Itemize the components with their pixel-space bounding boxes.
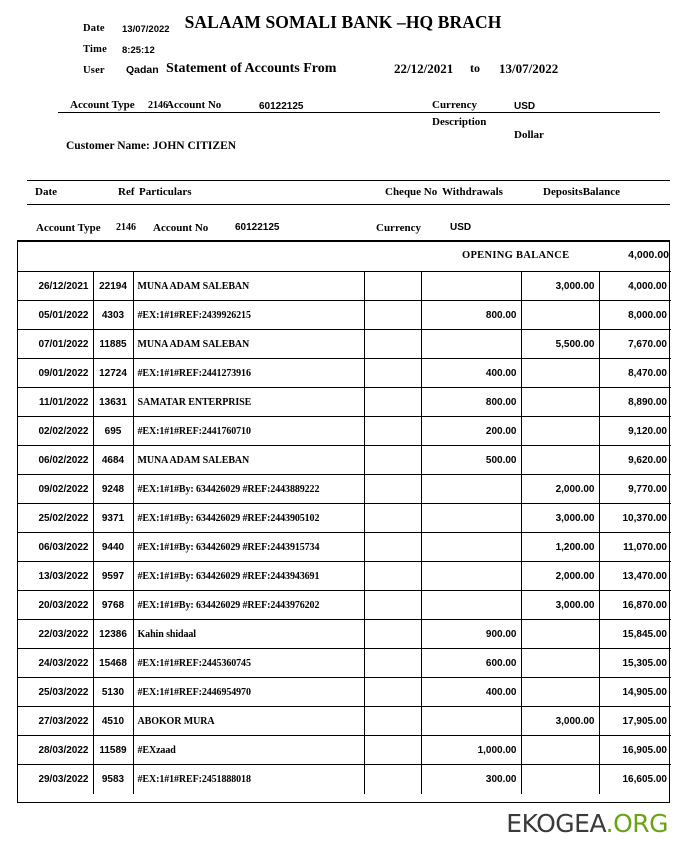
watermark-name: EKOGEA (506, 809, 606, 838)
txn-cell-balance: 8,000.00 (599, 301, 671, 330)
txn-cell-particulars: MUNA ADAM SALEBAN (133, 272, 364, 301)
txn-cell-withdrawals (421, 272, 521, 301)
account-no-label-repeat: Account No (153, 222, 209, 234)
header-user-value: Qadan (126, 64, 159, 76)
account-info-rule (58, 112, 660, 113)
txn-cell-balance: 16,605.00 (599, 765, 671, 794)
account-no-value-repeat: 60122125 (235, 222, 280, 233)
table-row (18, 475, 671, 504)
txn-cell-particulars: SAMATAR ENTERPRISE (133, 388, 364, 417)
txn-cell-ref: 4684 (93, 446, 133, 475)
txn-cell-cheque-no (364, 359, 421, 388)
txn-cell-cheque-no (364, 678, 421, 707)
txn-cell-balance: 8,890.00 (599, 388, 671, 417)
statement-from-date: 22/12/2021 (394, 61, 454, 76)
column-header-deposits-balance: DepositsBalance (543, 186, 620, 198)
transactions-table-body (18, 272, 671, 794)
table-row (18, 765, 671, 794)
txn-cell-balance: 9,620.00 (599, 446, 671, 475)
txn-cell-date: 11/01/2022 (18, 388, 93, 417)
txn-cell-balance: 16,870.00 (599, 591, 671, 620)
txn-cell-particulars: #EX:1#1#REF:2441760710 (133, 417, 364, 446)
transactions-table (18, 271, 671, 794)
txn-cell-deposits: 5,500.00 (521, 330, 599, 359)
txn-cell-particulars: #EX:1#1#REF:2446954970 (133, 678, 364, 707)
table-row (18, 504, 671, 533)
txn-cell-deposits (521, 678, 599, 707)
txn-cell-cheque-no (364, 417, 421, 446)
header-user-label: User (83, 65, 105, 76)
txn-cell-withdrawals (421, 591, 521, 620)
txn-cell-deposits (521, 446, 599, 475)
txn-cell-date: 25/02/2022 (18, 504, 93, 533)
txn-cell-cheque-no (364, 475, 421, 504)
table-row (18, 359, 671, 388)
txn-cell-deposits (521, 417, 599, 446)
txn-cell-withdrawals: 800.00 (421, 388, 521, 417)
opening-balance-amount: 4,000.00 (628, 249, 669, 261)
statement-title: Statement of Accounts From (166, 61, 337, 76)
txn-cell-particulars: #EXzaad (133, 736, 364, 765)
table-row (18, 533, 671, 562)
txn-cell-date: 26/12/2021 (18, 272, 93, 301)
txn-cell-deposits: 3,000.00 (521, 272, 599, 301)
txn-cell-particulars: MUNA ADAM SALEBAN (133, 330, 364, 359)
txn-cell-particulars: #EX:1#1#By: 634426029 #REF:2443905102 (133, 504, 364, 533)
txn-cell-deposits (521, 359, 599, 388)
txn-cell-deposits: 3,000.00 (521, 504, 599, 533)
txn-cell-withdrawals (421, 562, 521, 591)
table-row (18, 417, 671, 446)
table-row (18, 388, 671, 417)
txn-cell-cheque-no (364, 446, 421, 475)
txn-cell-balance: 11,070.00 (599, 533, 671, 562)
txn-cell-withdrawals: 1,000.00 (421, 736, 521, 765)
txn-cell-withdrawals: 300.00 (421, 765, 521, 794)
txn-cell-cheque-no (364, 562, 421, 591)
table-row (18, 736, 671, 765)
txn-cell-ref: 9440 (93, 533, 133, 562)
txn-cell-balance: 4,000.00 (599, 272, 671, 301)
txn-cell-particulars: #EX:1#1#By: 634426029 #REF:2443915734 (133, 533, 364, 562)
table-row (18, 649, 671, 678)
txn-cell-deposits (521, 649, 599, 678)
txn-cell-date: 22/03/2022 (18, 620, 93, 649)
txn-cell-date: 09/01/2022 (18, 359, 93, 388)
site-watermark (506, 809, 668, 838)
txn-cell-particulars: ABOKOR MURA (133, 707, 364, 736)
txn-cell-ref: 9248 (93, 475, 133, 504)
txn-cell-particulars: #EX:1#1#By: 634426029 #REF:2443889222 (133, 475, 364, 504)
txn-cell-date: 02/02/2022 (18, 417, 93, 446)
txn-cell-cheque-no (364, 736, 421, 765)
txn-cell-date: 25/03/2022 (18, 678, 93, 707)
txn-cell-particulars: #EX:1#1#REF:2451888018 (133, 765, 364, 794)
txn-cell-particulars: Kahin shidaal (133, 620, 364, 649)
txn-cell-withdrawals (421, 330, 521, 359)
txn-cell-date: 06/03/2022 (18, 533, 93, 562)
bank-title: SALAAM SOMALI BANK –HQ BRACH (184, 12, 502, 32)
txn-cell-cheque-no (364, 301, 421, 330)
txn-cell-date: 28/03/2022 (18, 736, 93, 765)
txn-cell-ref: 9371 (93, 504, 133, 533)
txn-cell-particulars: #EX:1#1#REF:2441273916 (133, 359, 364, 388)
txn-cell-balance: 15,845.00 (599, 620, 671, 649)
description-value: Dollar (514, 129, 544, 141)
account-type-label: Account Type (70, 99, 135, 111)
txn-cell-date: 06/02/2022 (18, 446, 93, 475)
txn-cell-withdrawals (421, 504, 521, 533)
customer-name: Customer Name: JOHN CITIZEN (66, 140, 237, 152)
currency-label: Currency (432, 99, 478, 111)
txn-cell-cheque-no (364, 388, 421, 417)
column-header-date: Date (35, 186, 57, 198)
txn-cell-deposits (521, 620, 599, 649)
txn-cell-ref: 15468 (93, 649, 133, 678)
txn-cell-withdrawals: 200.00 (421, 417, 521, 446)
txn-cell-date: 29/03/2022 (18, 765, 93, 794)
txn-cell-balance: 9,120.00 (599, 417, 671, 446)
column-header-bottom-rule (27, 204, 670, 205)
statement-to-date: 13/07/2022 (499, 61, 559, 76)
txn-cell-ref: 13631 (93, 388, 133, 417)
txn-cell-withdrawals (421, 707, 521, 736)
opening-balance-label: OPENING BALANCE (462, 250, 570, 261)
opening-balance-row (18, 242, 669, 271)
txn-cell-ref: 9583 (93, 765, 133, 794)
account-type-label-repeat: Account Type (36, 222, 101, 234)
txn-cell-deposits (521, 736, 599, 765)
account-type-value: 2146 (148, 100, 168, 111)
header-time-label: Time (83, 44, 107, 55)
txn-cell-date: 20/03/2022 (18, 591, 93, 620)
txn-cell-cheque-no (364, 504, 421, 533)
column-header-cheque-no: Cheque No (385, 186, 438, 198)
txn-cell-particulars: #EX:1#1#REF:2445360745 (133, 649, 364, 678)
txn-cell-date: 07/01/2022 (18, 330, 93, 359)
txn-cell-balance: 16,905.00 (599, 736, 671, 765)
txn-cell-particulars: MUNA ADAM SALEBAN (133, 446, 364, 475)
transactions-table-container (17, 240, 670, 803)
txn-cell-withdrawals: 800.00 (421, 301, 521, 330)
table-row (18, 446, 671, 475)
txn-cell-deposits: 2,000.00 (521, 475, 599, 504)
column-header-ref: Ref (118, 186, 135, 198)
txn-cell-withdrawals: 600.00 (421, 649, 521, 678)
txn-cell-cheque-no (364, 620, 421, 649)
txn-cell-ref: 5130 (93, 678, 133, 707)
txn-cell-withdrawals: 500.00 (421, 446, 521, 475)
txn-cell-ref: 695 (93, 417, 133, 446)
txn-cell-ref: 4510 (93, 707, 133, 736)
txn-cell-date: 13/03/2022 (18, 562, 93, 591)
txn-cell-ref: 11589 (93, 736, 133, 765)
account-type-value-repeat: 2146 (116, 222, 136, 233)
txn-cell-balance: 8,470.00 (599, 359, 671, 388)
watermark-tld: .ORG (605, 809, 668, 838)
statement-to-word: to (470, 61, 480, 75)
txn-cell-ref: 22194 (93, 272, 133, 301)
description-label: Description (432, 116, 487, 128)
txn-cell-deposits: 3,000.00 (521, 591, 599, 620)
table-row (18, 272, 671, 301)
txn-cell-balance: 13,470.00 (599, 562, 671, 591)
txn-cell-deposits: 2,000.00 (521, 562, 599, 591)
header-date-value: 13/07/2022 (122, 24, 170, 35)
txn-cell-cheque-no (364, 330, 421, 359)
txn-cell-particulars: #EX:1#1#By: 634426029 #REF:2443943691 (133, 562, 364, 591)
table-row (18, 591, 671, 620)
txn-cell-cheque-no (364, 707, 421, 736)
txn-cell-deposits (521, 301, 599, 330)
column-header-top-rule (27, 180, 670, 181)
table-row (18, 562, 671, 591)
table-row (18, 301, 671, 330)
currency-value-repeat: USD (450, 222, 472, 233)
header-time-value: 8:25:12 (122, 45, 155, 56)
txn-cell-deposits: 3,000.00 (521, 707, 599, 736)
txn-cell-withdrawals (421, 475, 521, 504)
txn-cell-cheque-no (364, 533, 421, 562)
txn-cell-balance: 17,905.00 (599, 707, 671, 736)
txn-cell-withdrawals: 400.00 (421, 359, 521, 388)
txn-cell-particulars: #EX:1#1#By: 634426029 #REF:2443976202 (133, 591, 364, 620)
txn-cell-balance: 9,770.00 (599, 475, 671, 504)
txn-cell-deposits (521, 388, 599, 417)
header-date-label: Date (83, 23, 105, 34)
txn-cell-balance: 15,305.00 (599, 649, 671, 678)
column-header-withdrawals: Withdrawals (442, 186, 503, 198)
txn-cell-cheque-no (364, 591, 421, 620)
column-header-particulars: Particulars (139, 186, 192, 198)
table-row (18, 330, 671, 359)
table-row (18, 620, 671, 649)
txn-cell-ref: 11885 (93, 330, 133, 359)
txn-cell-withdrawals: 900.00 (421, 620, 521, 649)
txn-cell-ref: 12724 (93, 359, 133, 388)
txn-cell-cheque-no (364, 272, 421, 301)
txn-cell-date: 24/03/2022 (18, 649, 93, 678)
statement-header (0, 0, 680, 95)
txn-cell-particulars: #EX:1#1#REF:2439926215 (133, 301, 364, 330)
account-no-label: Account No (166, 99, 222, 111)
txn-cell-balance: 7,670.00 (599, 330, 671, 359)
txn-cell-withdrawals: 400.00 (421, 678, 521, 707)
txn-cell-cheque-no (364, 649, 421, 678)
txn-cell-deposits (521, 765, 599, 794)
txn-cell-ref: 9768 (93, 591, 133, 620)
txn-cell-withdrawals (421, 533, 521, 562)
txn-cell-deposits: 1,200.00 (521, 533, 599, 562)
txn-cell-balance: 10,370.00 (599, 504, 671, 533)
txn-cell-date: 05/01/2022 (18, 301, 93, 330)
table-row (18, 678, 671, 707)
account-no-value: 60122125 (259, 101, 304, 112)
txn-cell-balance: 14,905.00 (599, 678, 671, 707)
txn-cell-date: 09/02/2022 (18, 475, 93, 504)
currency-value: USD (514, 101, 536, 112)
txn-cell-ref: 4303 (93, 301, 133, 330)
txn-cell-ref: 12386 (93, 620, 133, 649)
txn-cell-ref: 9597 (93, 562, 133, 591)
table-row (18, 707, 671, 736)
txn-cell-cheque-no (364, 765, 421, 794)
txn-cell-date: 27/03/2022 (18, 707, 93, 736)
currency-label-repeat: Currency (376, 222, 422, 234)
